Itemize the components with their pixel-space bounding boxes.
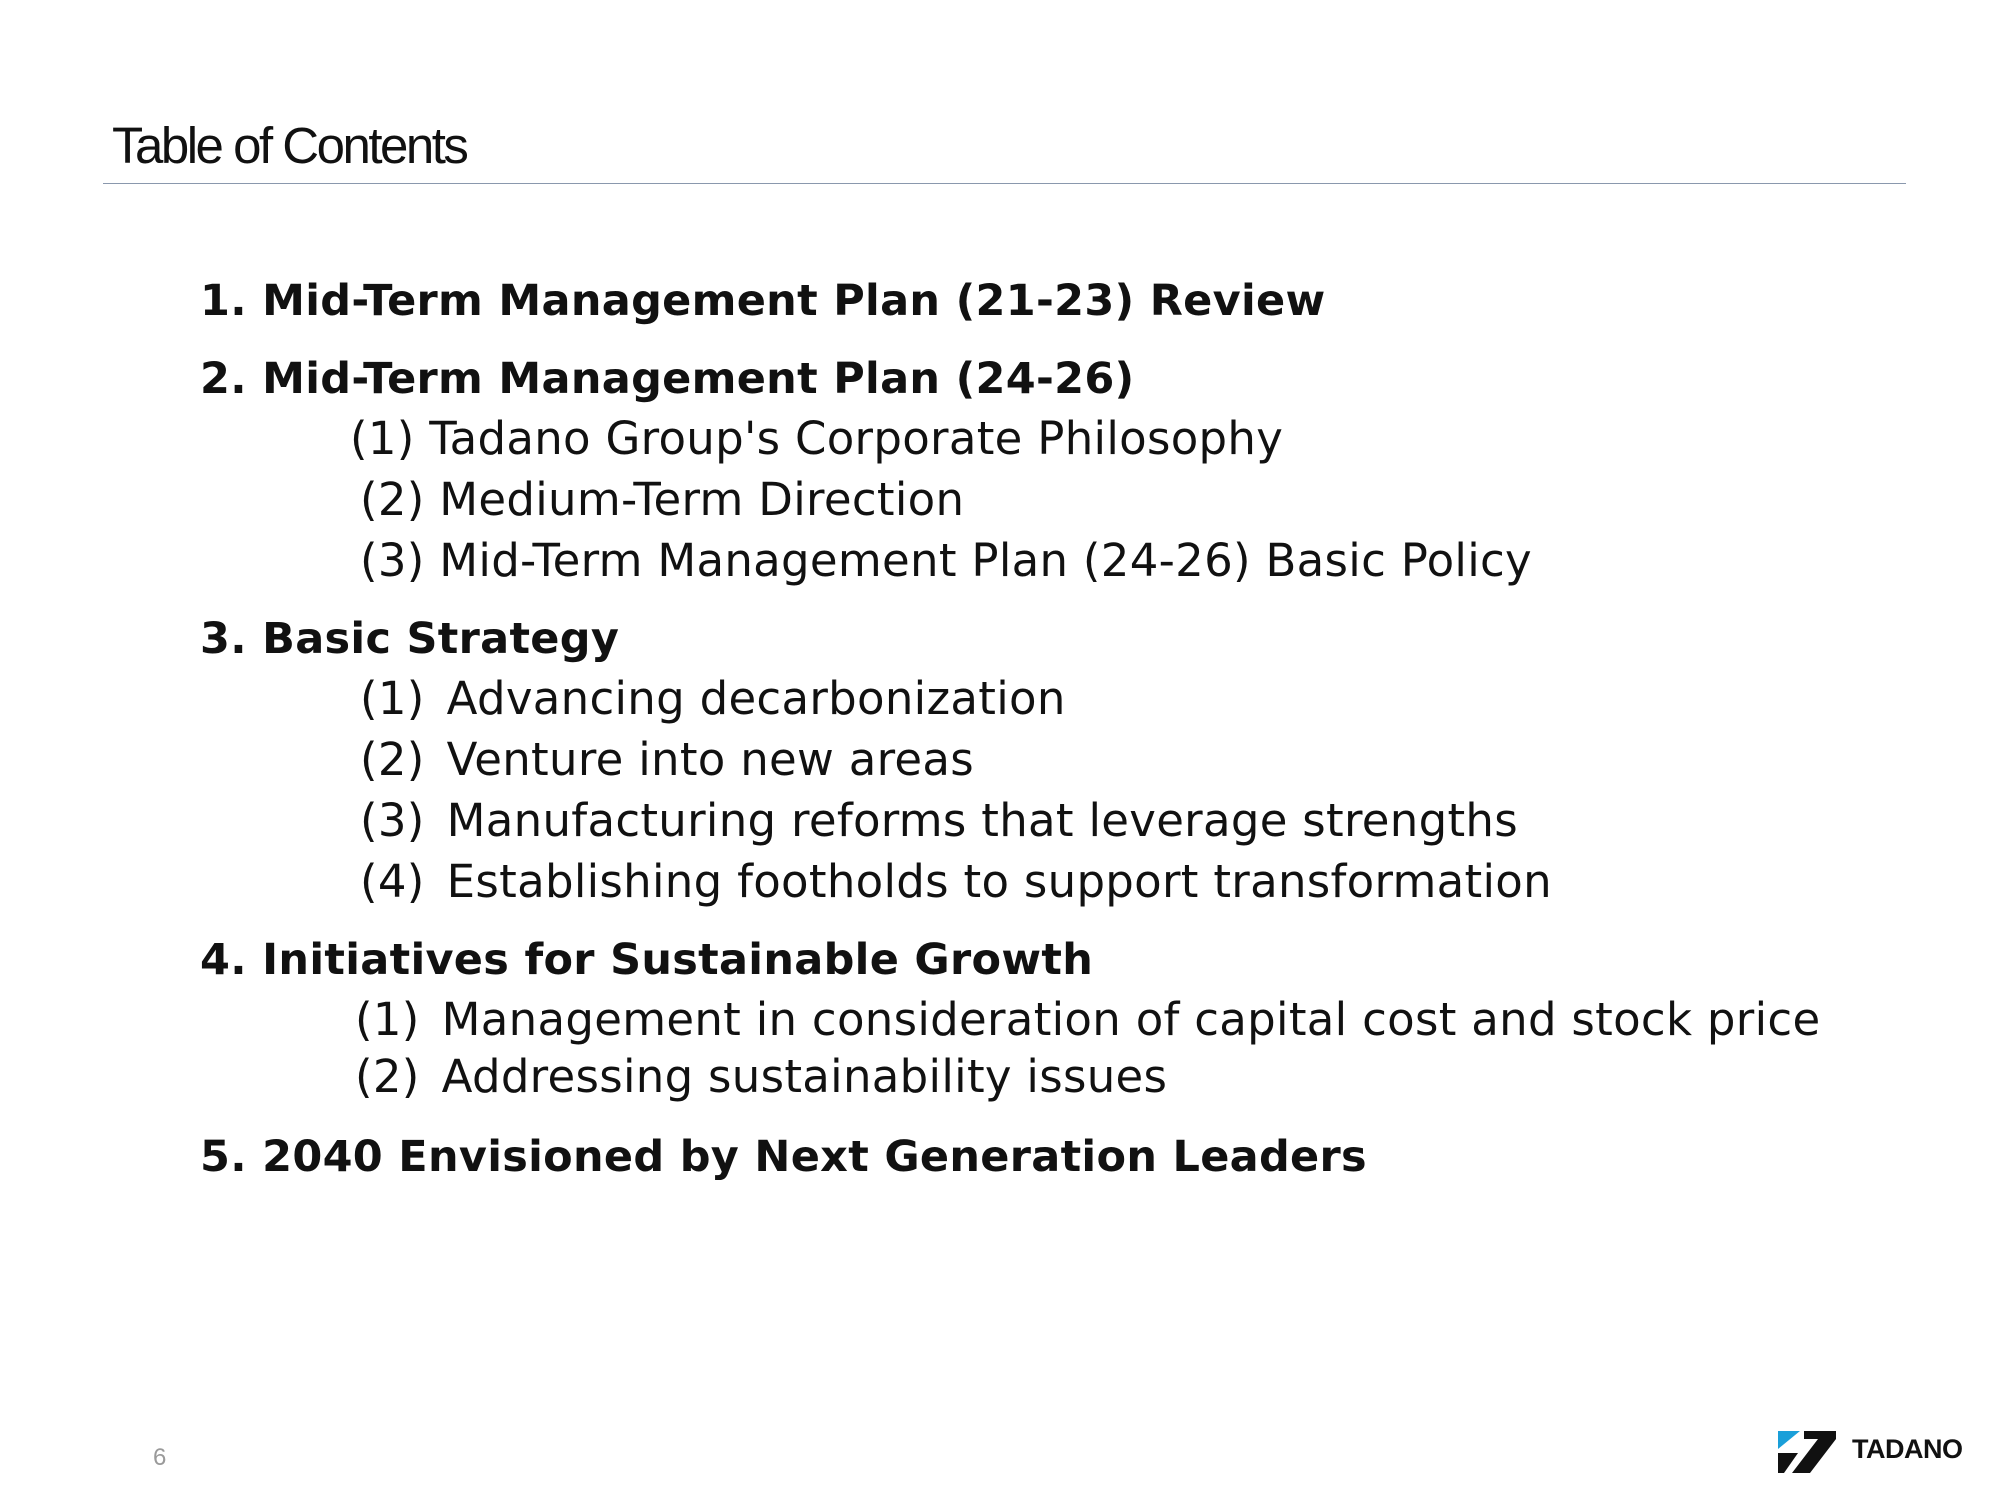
toc-subitem-label: Venture into new areas — [446, 733, 975, 786]
title-divider — [103, 183, 1906, 184]
toc-subitem-number: (2) — [360, 733, 425, 786]
toc-subitem — [360, 855, 1552, 908]
toc-subitem-number: (3) — [360, 794, 425, 847]
toc-subitem — [360, 794, 1518, 847]
toc-subitem-label: Mid-Term Management Plan (24-26) Basic Policy — [439, 534, 1532, 587]
toc-subitem-number: (1) — [355, 993, 420, 1046]
toc-subitem-number: (2) — [360, 473, 425, 526]
logo-text: TADANO — [1852, 1433, 1963, 1464]
toc-subitem-number: (2) — [355, 1050, 420, 1103]
tadano-logo — [1778, 1429, 1962, 1475]
toc-subitem — [350, 412, 1283, 465]
toc-subitem — [360, 473, 964, 526]
toc-section-4: 4. Initiatives for Sustainable Growth — [200, 935, 1094, 985]
toc-section-2: 2. Mid-Term Management Plan (24-26) — [200, 354, 1135, 404]
toc-section-1: 1. Mid-Term Management Plan (21-23) Review — [200, 276, 1326, 326]
toc-subitem-label: Manufacturing reforms that leverage strengths — [446, 794, 1518, 847]
tadano-logo-icon — [1778, 1431, 1836, 1473]
page-number: 6 — [153, 1444, 167, 1471]
toc-subitem — [355, 1050, 1167, 1103]
toc-subitem-number: (4) — [360, 855, 425, 908]
toc-subitem — [360, 534, 1532, 587]
toc-subitem-label: Medium-Term Direction — [439, 473, 965, 526]
toc-subitem-label: Management in consideration of capital cost and stock price — [441, 993, 1821, 1046]
toc-subitem-label: Establishing footholds to support transformation — [446, 855, 1552, 908]
toc-subitem-label: Tadano Group's Corporate Philosophy — [429, 412, 1284, 465]
toc-subitem-number: (1) — [350, 412, 415, 465]
toc-subitem-label: Advancing decarbonization — [446, 672, 1066, 725]
page-title: Table of Contents — [112, 117, 467, 174]
toc-subitem-label: Addressing sustainability issues — [441, 1050, 1168, 1103]
toc-section-5: 5. 2040 Envisioned by Next Generation Leaders — [200, 1132, 1367, 1182]
toc-subitem — [360, 733, 974, 786]
toc-section-3: 3. Basic Strategy — [200, 614, 620, 664]
toc-subitem-number: (1) — [360, 672, 425, 725]
toc-subitem — [355, 993, 1820, 1046]
toc-subitem-number: (3) — [360, 534, 425, 587]
toc-subitem — [360, 672, 1066, 725]
